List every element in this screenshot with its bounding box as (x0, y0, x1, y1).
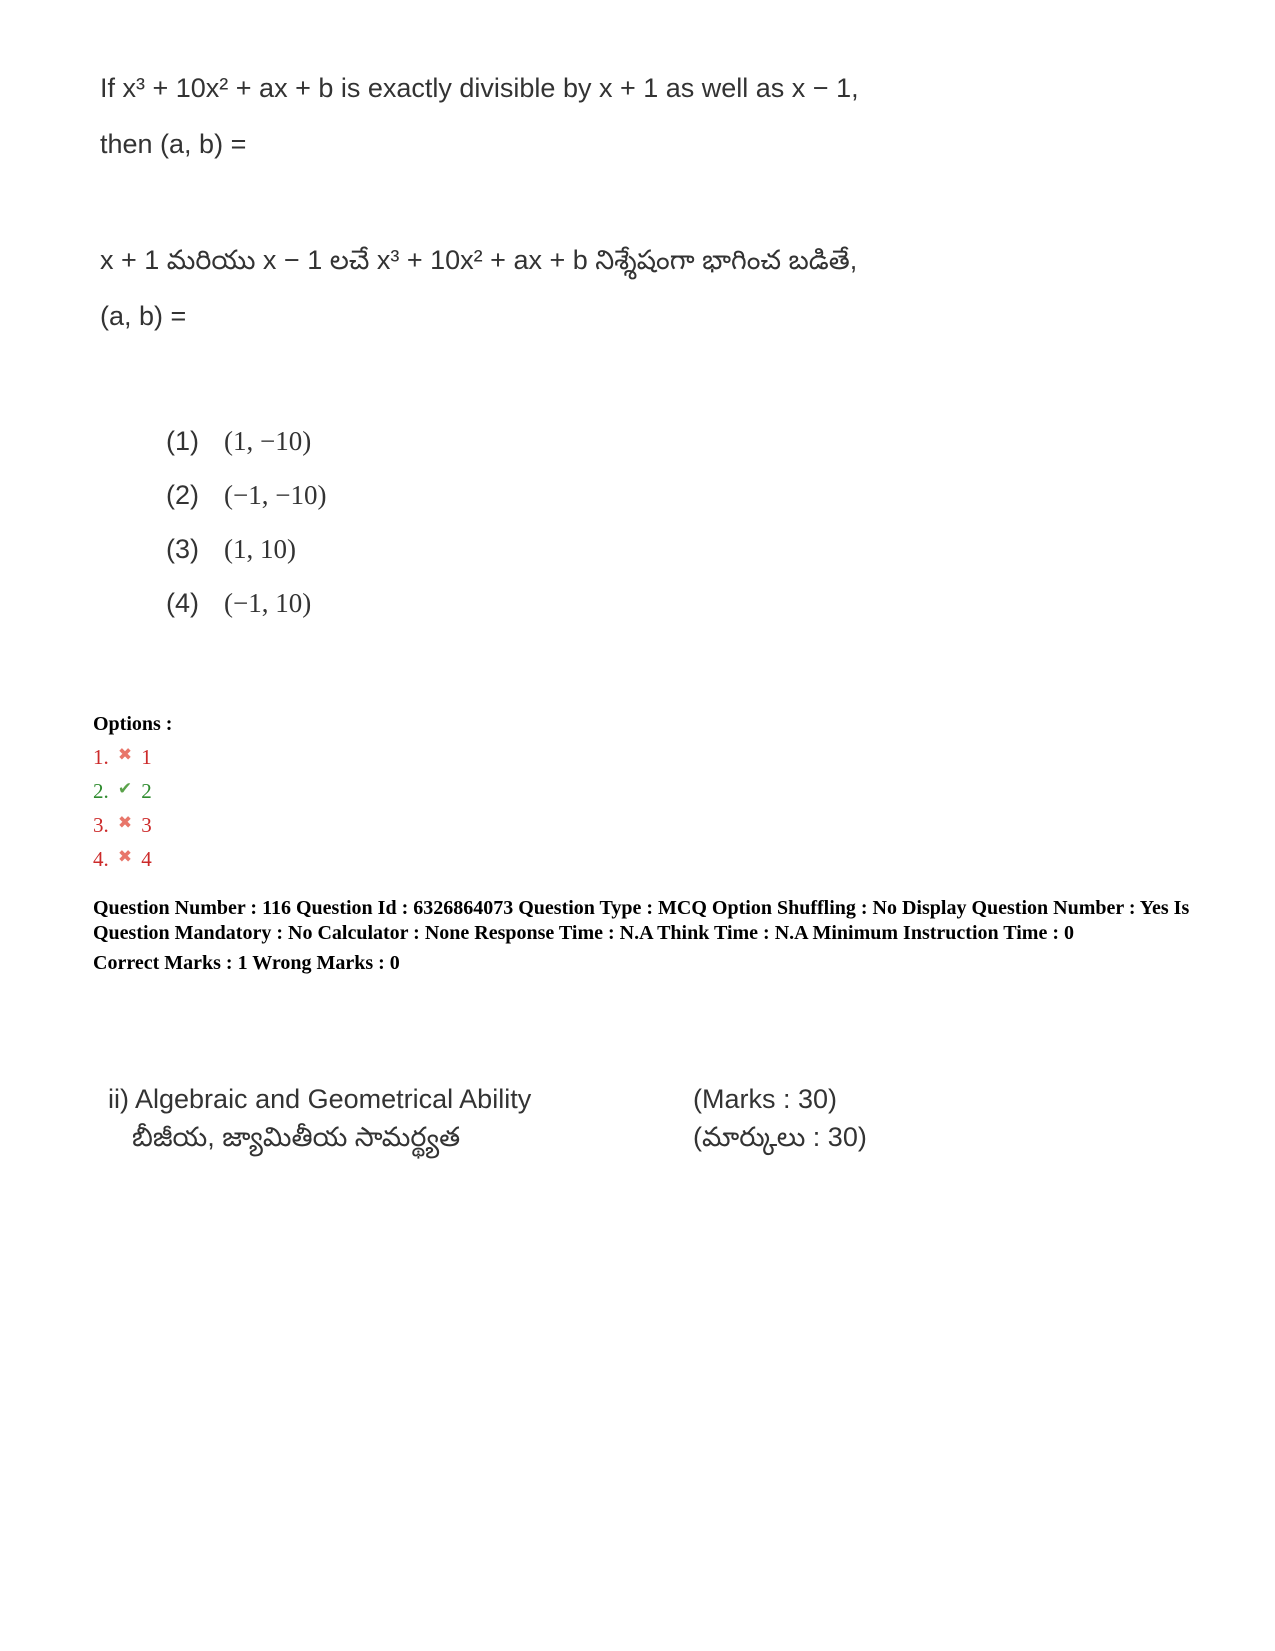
cross-icon: ✖ (117, 745, 133, 764)
option-index: 2. (93, 779, 109, 803)
answer-choice-number: (4) (166, 588, 199, 618)
cross-icon: ✖ (117, 813, 133, 832)
answer-choice-1 (166, 414, 1100, 468)
check-icon: ✔ (117, 779, 133, 798)
marks-details: Correct Marks : 1 Wrong Marks : 0 (93, 952, 400, 974)
option-value: 4 (141, 847, 152, 871)
question-text-english-line1: If x³ + 10x² + ax + b is exactly divisible by x + 1 as well as x − 1, (100, 73, 859, 103)
option-value: 3 (141, 813, 152, 837)
question-text-english-line2: then (a, b) = (100, 129, 247, 159)
question-text-telugu-line1: x + 1 మరియు x − 1 లచే x³ + 10x² + ax + b నిశ్శేషంగా భాగించ బడితే, (100, 245, 858, 275)
option-row-4 (93, 840, 1193, 874)
question-meta (93, 710, 1193, 975)
question-image (100, 60, 1100, 630)
answer-choice-value: (−1, −10) (224, 480, 327, 510)
question-details: Question Number : 116 Question Id : 6326864073 Question Type : MCQ Option Shuffling : No Display Question Number : Yes Is Question Mandatory : No Calculator : None Response Time : N.A Think Time : N.A Minimum Instruction Time : 0 (93, 897, 1190, 944)
section-marks-telugu: (మార్కులు : 30) (693, 1122, 867, 1152)
cross-icon: ✖ (117, 847, 133, 866)
option-value: 2 (141, 779, 152, 803)
answer-choice-value: (1, 10) (224, 534, 296, 564)
option-row-3 (93, 806, 1193, 840)
answer-choice-2 (166, 468, 1100, 522)
option-index: 4. (93, 847, 109, 871)
question-text-telugu-line2: (a, b) = (100, 301, 187, 331)
option-row-2 (93, 772, 1193, 806)
section-title-telugu: బీజీయ, జ్యామితీయ సామర్థ్యత (132, 1122, 461, 1152)
options-heading: Options : (93, 713, 173, 735)
answer-choice-number: (3) (166, 534, 199, 564)
option-index: 1. (93, 745, 109, 769)
section-header-image (108, 1080, 1008, 1156)
answer-choice-3 (166, 522, 1100, 576)
answer-choice-number: (2) (166, 480, 199, 510)
answer-choice-4 (166, 576, 1100, 630)
option-value: 1 (141, 745, 152, 769)
option-row-1 (93, 738, 1193, 772)
option-index: 3. (93, 813, 109, 837)
answer-choice-value: (−1, 10) (224, 588, 312, 618)
answer-choice-number: (1) (166, 426, 199, 456)
section-title-english: ii) Algebraic and Geometrical Ability (108, 1084, 532, 1114)
answer-choice-value: (1, −10) (224, 426, 312, 456)
section-marks-english: (Marks : 30) (693, 1084, 838, 1114)
answer-choices-list (166, 414, 1100, 630)
